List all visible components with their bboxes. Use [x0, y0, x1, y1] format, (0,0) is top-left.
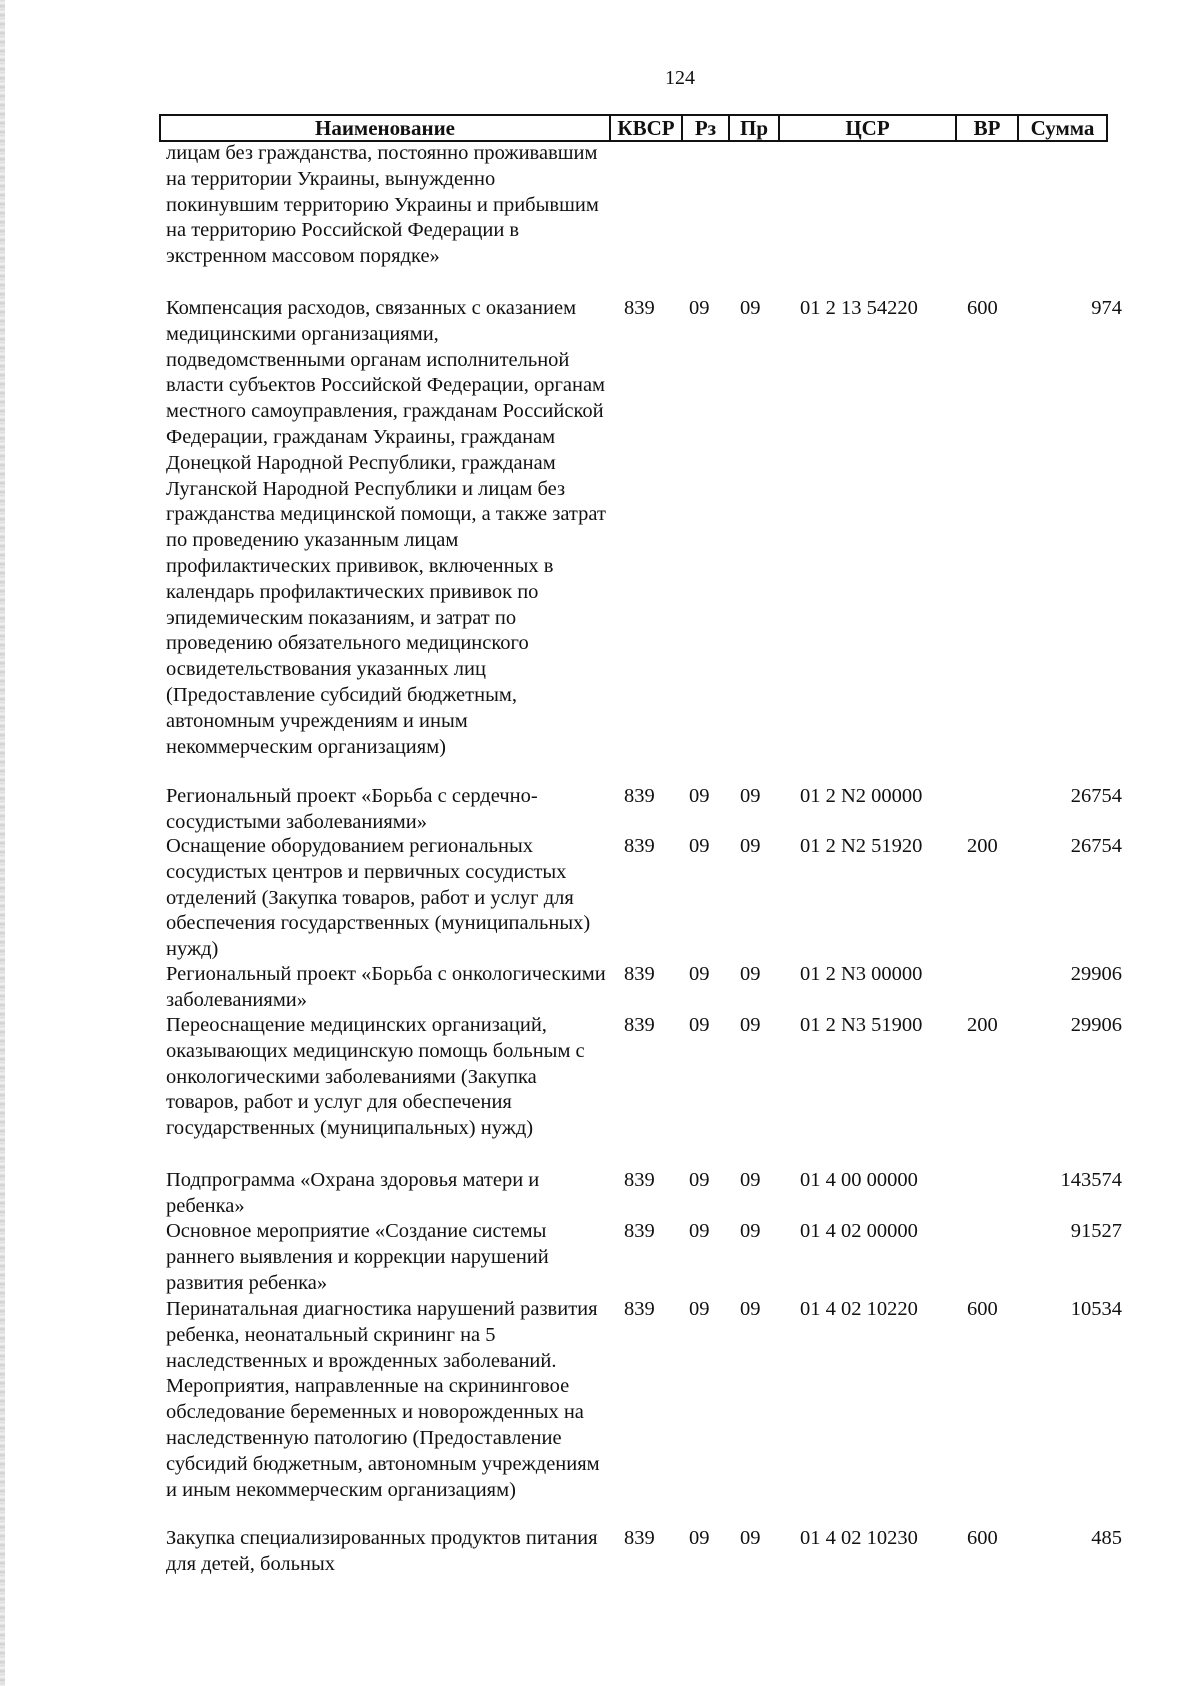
row-rz: 09 [689, 1169, 710, 1191]
row-kvsr: 839 [624, 963, 655, 985]
header-sum: Сумма [1019, 114, 1108, 142]
row-vr: 600 [967, 1527, 998, 1549]
row-kvsr: 839 [624, 835, 655, 857]
row-rz: 09 [689, 1220, 710, 1242]
row-name: Переоснащение медицинских организаций, оказывающих медицинскую помощь больным с онкологическими заболеваниями (Закупка товаров, работ и услуг для обеспечения государственных (муниципальных) нужд) [166, 1014, 585, 1140]
row-rz: 09 [689, 1014, 710, 1036]
row-name: Перинатальная диагностика нарушений развития ребенка, неонатальный скрининг на 5 наследственных и врожденных заболеваний. Мероприятия, направленные на скрининговое обследование беременных и новорожденных на наследственную патологию (Предоставление субсидий бюджетным, автономным учреждениям и иным некоммерческим организациям) [166, 1298, 600, 1501]
row-rz: 09 [689, 963, 710, 985]
row-sum: 91527 [1070, 1220, 1122, 1242]
row-rz: 09 [689, 1298, 710, 1320]
row-rz: 09 [689, 1527, 710, 1549]
row-name: Закупка специализированных продуктов питания для детей, больных [166, 1527, 598, 1575]
row-pr: 09 [740, 785, 761, 807]
row-name: Региональный проект «Борьба с сердечно-сосудистыми заболеваниями» [166, 785, 538, 833]
row-csr: 01 4 02 10230 [800, 1527, 918, 1549]
row-name: Компенсация расходов, связанных с оказанием медицинскими организациями, подведомственными органам исполнительной власти субъектов Российской Федерации, органам местного самоуправления, гражданам Российской Федерации, гражданам Украины, гражданам Донецкой Народной Республики, гражданам Луганской Народной Республики и лицам без гражданства медицинской помощи, а также затрат по проведению указанным лицам профилактических прививок, включенных в календарь профилактических прививок по эпидемическим показаниям, и затрат по проведению обязательного медицинского освидетельствования указанных лиц (Предоставление субсидий бюджетным, автономным учреждениям и иным некоммерческим организациям) [166, 297, 606, 758]
header-rz: Рз [683, 114, 730, 142]
row-sum: 29906 [1070, 963, 1122, 985]
row-pr: 09 [740, 1298, 761, 1320]
row-name: Основное мероприятие «Создание системы раннего выявления и коррекции нарушений развития ребенка» [166, 1220, 549, 1294]
row-kvsr: 839 [624, 1220, 655, 1242]
row-kvsr: 839 [624, 785, 655, 807]
row-rz: 09 [689, 785, 710, 807]
row-pr: 09 [740, 963, 761, 985]
row-sum: 29906 [1070, 1014, 1122, 1036]
row-vr: 200 [967, 835, 998, 857]
page-number: 124 [665, 67, 695, 89]
row-name: Оснащение оборудованием региональных сосудистых центров и первичных сосудистых отделений (Закупка товаров, работ и услуг для обеспечения государственных (муниципальных) нужд) [166, 835, 591, 961]
row-pr: 09 [740, 1220, 761, 1242]
row-kvsr: 839 [624, 1014, 655, 1036]
row-name: Региональный проект «Борьба с онкологическими заболеваниями» [166, 963, 606, 1011]
header-pr: Пр [730, 114, 780, 142]
row-pr: 09 [740, 297, 761, 319]
row-name: лицам без гражданства, постоянно проживавшим на территории Украины, вынужденно покинувшим территорию Украины и прибывшим на территорию Российской Федерации в экстренном массовом порядке» [166, 142, 599, 268]
row-vr: 600 [967, 1298, 998, 1320]
header-name: Наименование [159, 114, 611, 142]
row-pr: 09 [740, 1014, 761, 1036]
row-csr: 01 2 N2 00000 [800, 785, 923, 807]
row-sum: 26754 [1070, 835, 1122, 857]
row-name: Подпрограмма «Охрана здоровья матери и ребенка» [166, 1169, 540, 1217]
header-vr: ВР [957, 114, 1019, 142]
row-csr: 01 4 02 10220 [800, 1298, 918, 1320]
row-kvsr: 839 [624, 1527, 655, 1549]
row-sum: 26754 [1070, 785, 1122, 807]
row-pr: 09 [740, 835, 761, 857]
row-pr: 09 [740, 1169, 761, 1191]
row-kvsr: 839 [624, 1169, 655, 1191]
row-csr: 01 2 N3 51900 [800, 1014, 923, 1036]
row-csr: 01 2 N3 00000 [800, 963, 923, 985]
row-kvsr: 839 [624, 297, 655, 319]
header-kvsr: КВСР [611, 114, 683, 142]
row-csr: 01 2 13 54220 [800, 297, 918, 319]
row-csr: 01 4 00 00000 [800, 1169, 918, 1191]
header-csr: ЦСР [780, 114, 957, 142]
row-rz: 09 [689, 297, 710, 319]
row-vr: 200 [967, 1014, 998, 1036]
row-kvsr: 839 [624, 1298, 655, 1320]
row-pr: 09 [740, 1527, 761, 1549]
row-sum: 974 [1091, 297, 1122, 319]
row-sum: 485 [1091, 1527, 1122, 1549]
scan-edge [0, 0, 5, 1686]
row-rz: 09 [689, 835, 710, 857]
row-sum: 143574 [1060, 1169, 1122, 1191]
row-csr: 01 4 02 00000 [800, 1220, 918, 1242]
row-sum: 10534 [1070, 1298, 1122, 1320]
row-csr: 01 2 N2 51920 [800, 835, 923, 857]
row-vr: 600 [967, 297, 998, 319]
